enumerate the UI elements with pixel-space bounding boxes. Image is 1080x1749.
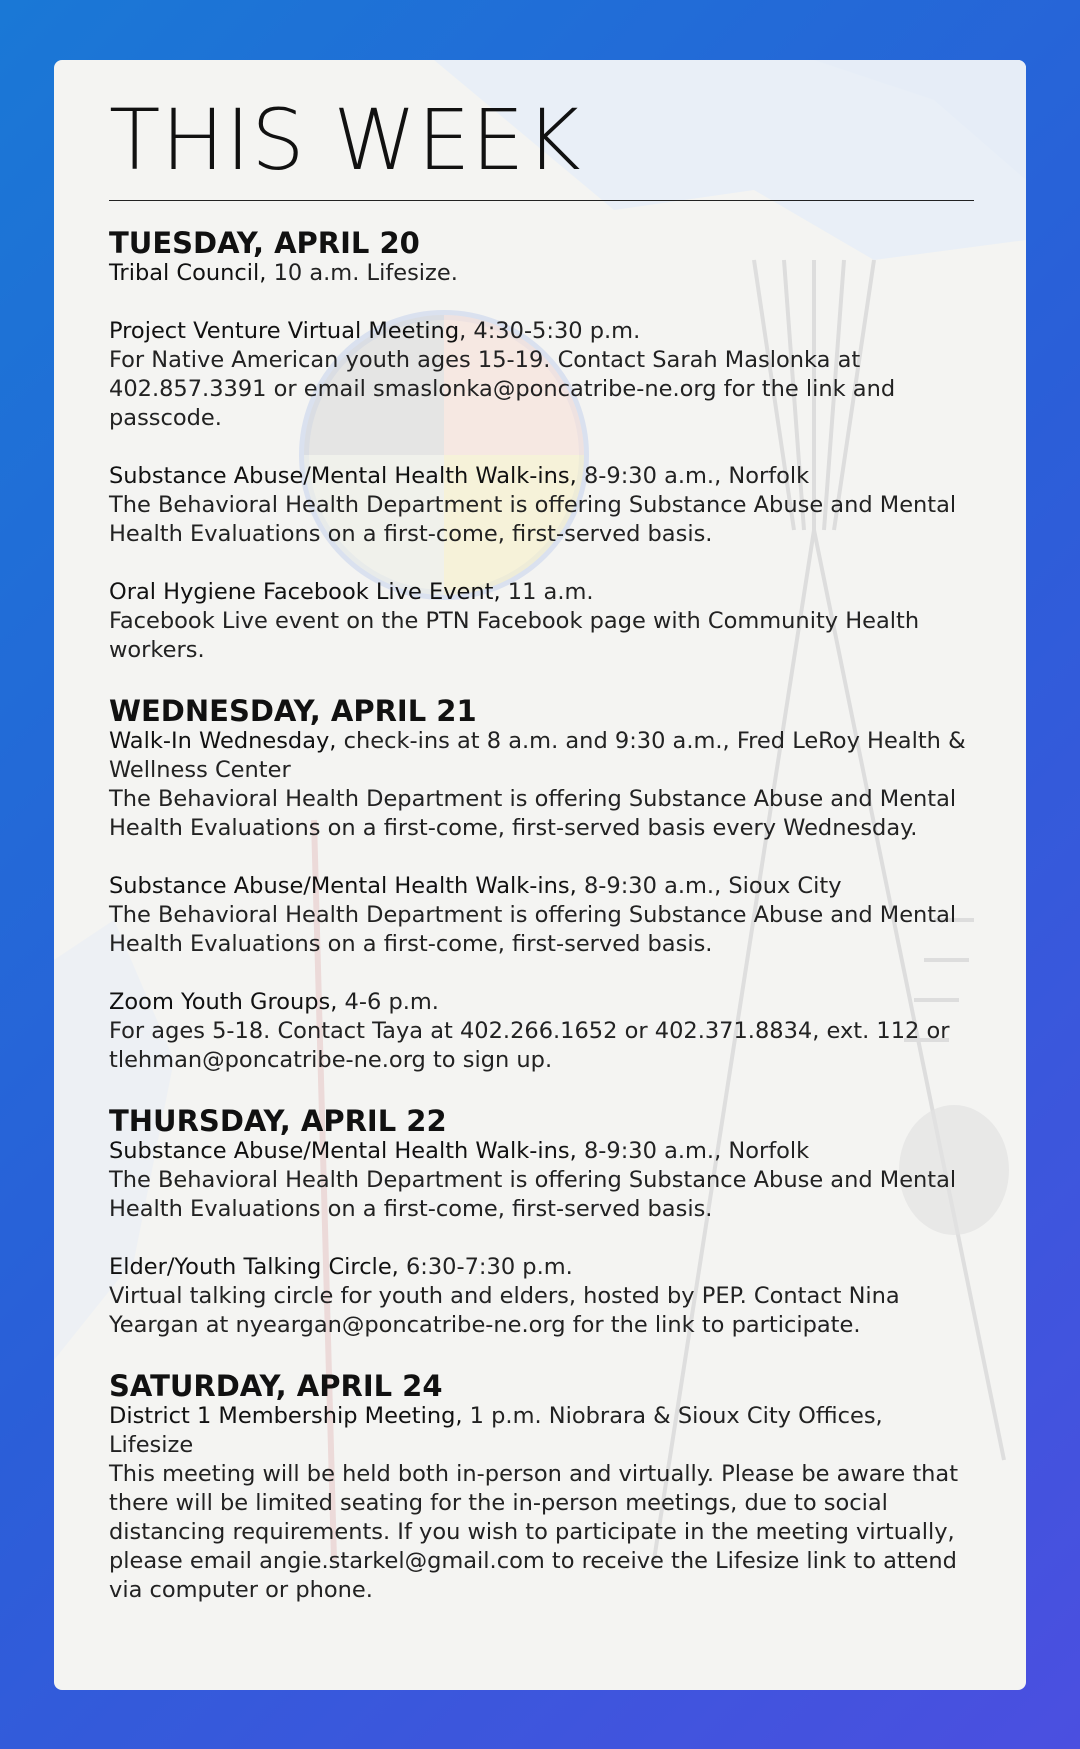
event-walkins-norfolk-thu <box>109 1137 974 1224</box>
day-heading-saturday: SATURDAY, APRIL 24 <box>109 1369 443 1403</box>
event-time: check-ins at 8 a.m. and 9:30 a.m., Fred LeRoy Health & Wellness Center <box>109 728 966 783</box>
event-description: This meeting will be held both in-person and virtually. Please be aware that there will be limited seating for the in-person meetings, due to social distancing requirements. If you wish to participate in the meeting virtually, please email angie.starkel@gmail.com to receive the Lifesize link to attend via computer or phone. <box>109 1461 959 1603</box>
day-heading-tuesday: TUESDAY, APRIL 20 <box>109 226 420 260</box>
content-column <box>109 60 974 1605</box>
event-title: Walk-In Wednesday, <box>109 728 337 754</box>
event-walkins-sioux-city <box>109 872 974 959</box>
event-tribal-council <box>109 259 974 288</box>
event-time: 8-9:30 a.m., Norfolk <box>576 1138 810 1164</box>
event-description: The Behavioral Health Department is offering Substance Abuse and Mental Health Evaluations on a first-come, first-served basis. <box>109 1167 957 1222</box>
event-title: Elder/Youth Talking Circle, <box>109 1254 399 1280</box>
schedule-card <box>54 60 1026 1690</box>
event-title: Substance Abuse/Mental Health Walk-ins, <box>109 873 577 899</box>
event-zoom-youth-groups <box>109 988 974 1075</box>
event-description: For ages 5-18. Contact Taya at 402.266.1652 or 402.371.8834, ext. 112 or tlehman@poncatribe-ne.org to sign up. <box>109 1018 950 1073</box>
page-title: THIS WEEK <box>109 91 582 189</box>
event-description: Facebook Live event on the PTN Facebook page with Community Health workers. <box>109 608 920 663</box>
event-walk-in-wednesday <box>109 727 974 843</box>
title-divider <box>109 200 974 201</box>
event-title: District 1 Membership Meeting, <box>109 1403 463 1429</box>
event-project-venture <box>109 317 974 433</box>
event-oral-hygiene <box>109 578 974 665</box>
event-title: Oral Hygiene Facebook Live Event, <box>109 579 501 605</box>
event-time: 6:30-7:30 p.m. <box>398 1254 573 1280</box>
event-description: The Behavioral Health Department is offering Substance Abuse and Mental Health Evaluations on a first-come, first-served basis every Wednesday. <box>109 786 957 841</box>
event-time: 11 a.m. <box>500 579 594 605</box>
event-title: Substance Abuse/Mental Health Walk-ins, <box>109 463 577 489</box>
day-heading-wednesday: WEDNESDAY, APRIL 21 <box>109 694 477 728</box>
event-time: , 4:30-5:30 p.m. <box>459 318 641 344</box>
event-title: Project Venture Virtual Meeting <box>109 318 460 344</box>
event-time: 8-9:30 a.m., Norfolk <box>576 463 810 489</box>
event-time: 1 p.m. Niobrara & Sioux City Offices, Lifesize <box>109 1403 883 1458</box>
event-description: The Behavioral Health Department is offering Substance Abuse and Mental Health Evaluations on a first-come, first-served basis. <box>109 492 957 547</box>
event-title: Tribal Council, <box>109 260 267 286</box>
event-district-meeting <box>109 1402 974 1605</box>
event-title: Substance Abuse/Mental Health Walk-ins, <box>109 1138 577 1164</box>
event-time: 8-9:30 a.m., Sioux City <box>576 873 842 899</box>
event-title: Zoom Youth Groups, <box>109 989 338 1015</box>
event-time: 10 a.m. Lifesize. <box>266 260 458 286</box>
day-heading-thursday: THURSDAY, APRIL 22 <box>109 1104 447 1138</box>
event-description: Virtual talking circle for youth and elders, hosted by PEP. Contact Nina Yeargan at nyeargan@poncatribe-ne.org for the link to participate. <box>109 1283 900 1338</box>
event-talking-circle <box>109 1253 974 1340</box>
event-time: 4-6 p.m. <box>337 989 439 1015</box>
event-description: The Behavioral Health Department is offering Substance Abuse and Mental Health Evaluations on a first-come, first-served basis. <box>109 902 957 957</box>
event-description: For Native American youth ages 15-19. Contact Sarah Maslonka at 402.857.3391 or email smaslonka@poncatribe-ne.org for the link and passcode. <box>109 347 896 431</box>
event-walkins-norfolk <box>109 462 974 549</box>
